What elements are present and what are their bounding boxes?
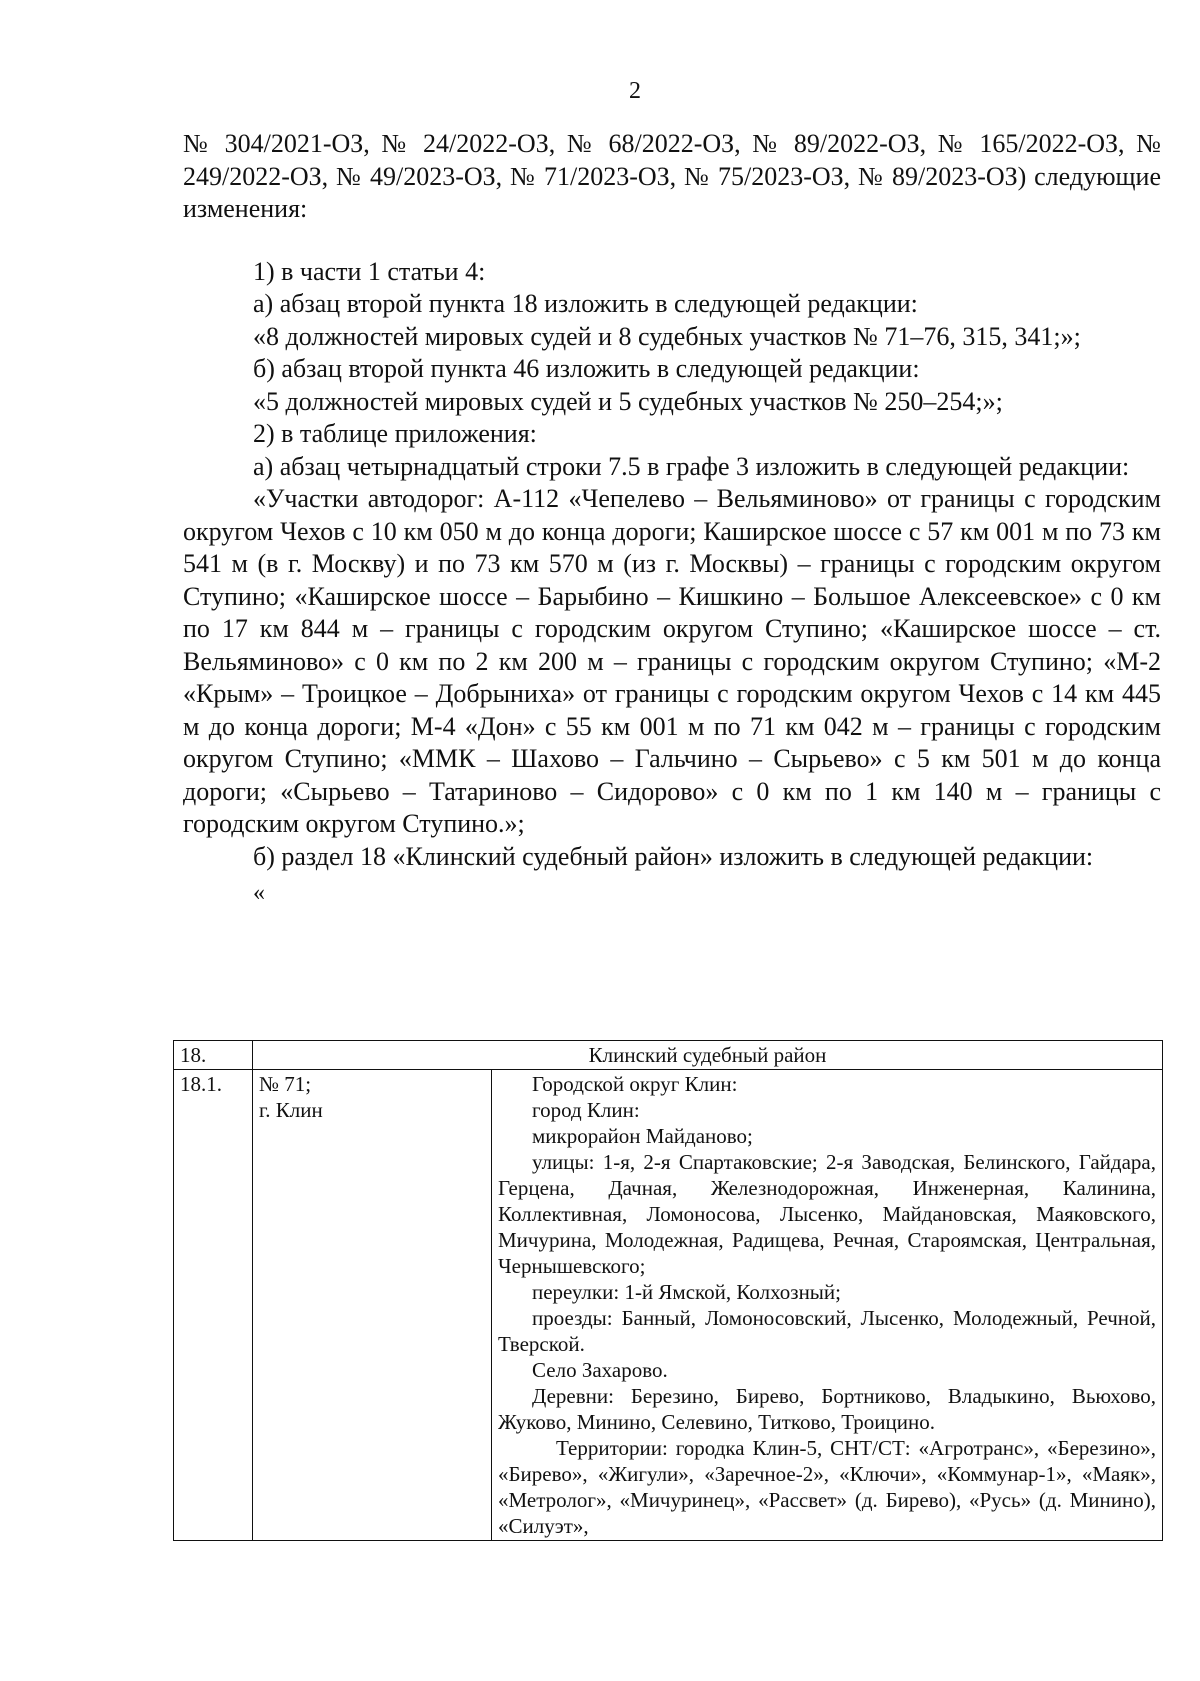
table-row	[174, 1070, 1163, 1541]
paragraph-item-1b: б) абзац второй пункта 46 изложить в следующей редакции:	[253, 354, 920, 383]
paragraph-item-1a: а) абзац второй пункта 18 изложить в следующей редакции:	[253, 289, 918, 318]
paragraph-item-1: 1) в части 1 статьи 4:	[253, 256, 486, 286]
paragraph-item-2a: а) абзац четырнадцатый строки 7.5 в графе 3 изложить в следующей редакции:	[253, 451, 1130, 481]
territory-line: проезды: Банный, Ломоносовский, Лысенко, Молодежный, Речной, Тверской.	[498, 1306, 1156, 1356]
territory-line: микрорайон Майданово;	[532, 1124, 753, 1148]
court-site-number: № 71;	[259, 1072, 312, 1096]
court-site-cell	[253, 1070, 492, 1541]
territory-line: город Клин:	[532, 1098, 640, 1122]
territory-line: Территории: городка Клин-5, СНТ/СТ: «Агротранс», «Березино», «Бирево», «Жигули», «Заречное-2», «Ключи», «Коммунар-1», «Маяк», «Метролог», «Мичуринец», «Рассвет» (д. Бирево), «Русь» (д. Минино), «Силуэт»,	[498, 1436, 1156, 1538]
quote-open-mark: «	[253, 880, 265, 906]
paragraph-item-2a-text: «Участки автодорог: А-112 «Чепелево – Вельяминово» от границы с городским округом Чехов с 10 км 050 м до конца дороги; Каширское шоссе с 57 км 001 м по 73 км 541 м (в г. Москву) и по 73 км 570 м (из г. Москвы) – границы с городским округом Ступино; «Каширское шоссе – Барыбино – Кишкино – Большое Алексеевское» с 0 км по 17 км 844 м – границы с городским округом Ступино; «Каширское шоссе – ст. Вельяминово» с 0 км по 2 км 200 м – границы с городским округом Ступино; «М-2 «Крым» – Троицкое – Добрыниха» от границы с городским округом Чехов с 14 км 445 м до конца дороги; М-4 «Дон» с 55 км 001 м по 71 км 042 м – границы с городским округом Ступино; «ММК – Шахово – Гальчино – Сырьево» с 5 км 501 м до конца дороги; «Сырьево – Татариново – Сидорово» с 0 км по 1 км 140 м – границы с городским округом Ступино.»;	[183, 484, 1161, 838]
court-site-city: г. Клин	[259, 1098, 323, 1122]
territory-line: Село Захарово.	[532, 1358, 668, 1382]
paragraph-item-1b-text: «5 должностей мировых судей и 5 судебных участков № 250–254;»;	[253, 386, 1003, 416]
territory-line: переулки: 1-й Ямской, Колхозный;	[532, 1280, 841, 1304]
paragraph-item-2b: б) раздел 18 «Клинский судебный район» изложить в следующей редакции:	[253, 841, 1094, 871]
territory-line: Городской округ Клин:	[532, 1072, 738, 1096]
document-body	[183, 128, 1161, 907]
paragraph-item-2: 2) в таблице приложения:	[253, 419, 537, 448]
paragraph-amended-laws: № 304/2021-ОЗ, № 24/2022-ОЗ, № 68/2022-ОЗ, № 89/2022-ОЗ, № 165/2022-ОЗ, № 249/2022-ОЗ, № 49/2023-ОЗ, № 71/2023-ОЗ, № 75/2023-ОЗ, № 89/2023-ОЗ) следующие изменения:	[183, 129, 1161, 223]
territory-cell	[492, 1070, 1163, 1541]
section-title: Клинский судебный район	[253, 1041, 1163, 1070]
territory-line: улицы: 1-я, 2-я Спартаковские; 2-я Заводская, Белинского, Гайдара, Герцена, Дачная, Железнодорожная, Инженерная, Калинина, Коллективная, Ломоносова, Лысенко, Майдановская, Маяковского, Мичурина, Молодежная, Радищева, Речная, Староямская, Центральная, Чернышевского;	[498, 1150, 1156, 1278]
court-district-table	[173, 1040, 1163, 1541]
paragraph-item-1a-text: «8 должностей мировых судей и 8 судебных участков № 71–76, 315, 341;»;	[253, 321, 1081, 351]
table-header-row	[174, 1041, 1163, 1070]
page-number: 2	[629, 78, 641, 104]
territory-line: Деревни: Березино, Бирево, Бортниково, Владыкино, Вьюхово, Жуково, Минино, Селевино, Титково, Троицино.	[498, 1384, 1156, 1434]
section-number: 18.	[174, 1041, 253, 1070]
row-number: 18.1.	[174, 1070, 253, 1541]
